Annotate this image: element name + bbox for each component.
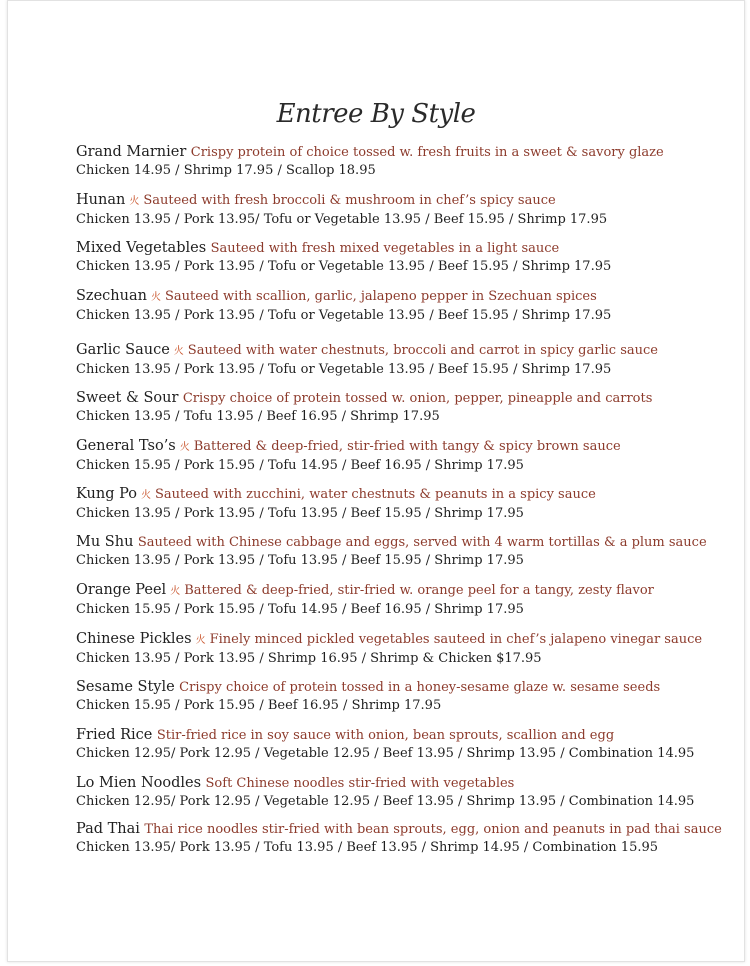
item-description: Thai rice noodles stir-fried with bean sprouts, egg, onion and peanuts in pad thai sauce (144, 822, 722, 837)
item-name: Grand Marnier (76, 144, 187, 160)
item-prices: Chicken 13.95 / Pork 13.95 / Tofu 13.95 / Beef 15.95 / Shrimp 17.95 (76, 553, 524, 568)
item-prices: Chicken 13.95 / Pork 13.95 / Tofu or Vegetable 13.95 / Beef 15.95 / Shrimp 17.95 (76, 259, 612, 274)
item-prices: Chicken 13.95 / Pork 13.95 / Tofu or Vegetable 13.95 / Beef 15.95 / Shrimp 17.95 (76, 308, 612, 323)
menu-page (7, 0, 745, 962)
menu-item (76, 630, 726, 668)
item-name: Sesame Style (76, 679, 175, 695)
item-name: Szechuan (76, 288, 147, 304)
item-description: Finely minced pickled vegetables sauteed in chef’s jalapeno vinegar sauce (209, 632, 703, 647)
menu-item (76, 191, 726, 229)
item-description: Battered & deep-fried, stir-fried with tangy & spicy brown sauce (193, 439, 621, 454)
item-name: Pad Thai (76, 821, 140, 837)
item-description: Battered & deep-fried, stir-fried w. orange peel for a tangy, zesty flavor (184, 583, 654, 598)
item-name: Hunan (76, 192, 126, 208)
menu-item (76, 485, 726, 523)
item-description: Crispy choice of protein tossed w. onion, pepper, pineapple and carrots (182, 391, 653, 406)
menu-item (76, 239, 726, 276)
item-description: Sauteed with scallion, garlic, jalapeno pepper in Szechuan spices (164, 289, 597, 304)
item-description: Sauteed with zucchini, water chestnuts & peanuts in a spicy sauce (154, 487, 596, 502)
menu-item-heading (76, 287, 726, 307)
menu-item (76, 341, 726, 379)
item-prices: Chicken 13.95 / Tofu 13.95 / Beef 16.95 / Shrimp 17.95 (76, 409, 440, 424)
item-name: Fried Rice (76, 727, 153, 743)
spicy-icon: 火 (150, 292, 161, 303)
item-description: Stir-fried rice in soy sauce with onion, bean sprouts, scallion and egg (156, 728, 615, 743)
menu-item-heading (76, 678, 726, 697)
menu-item-heading (76, 630, 726, 650)
menu-item (76, 143, 726, 180)
item-name: General Tso’s (76, 438, 176, 454)
item-prices: Chicken 15.95 / Pork 15.95 / Tofu 14.95 / Beef 16.95 / Shrimp 17.95 (76, 458, 524, 473)
menu-item-heading (76, 774, 726, 793)
spicy-icon: 火 (170, 586, 181, 597)
item-name: Lo Mien Noodles (76, 775, 202, 791)
page-title: Entree By Style (276, 99, 476, 129)
item-prices: Chicken 12.95/ Pork 12.95 / Vegetable 12.95 / Beef 13.95 / Shrimp 13.95 / Combination 14.95 (76, 746, 695, 761)
menu-item (76, 389, 726, 426)
menu-item-heading (76, 389, 726, 408)
item-description: Sauteed with water chestnuts, broccoli and carrot in spicy garlic sauce (187, 343, 658, 358)
menu-item-heading (76, 581, 726, 601)
item-description: Sauteed with fresh broccoli & mushroom in chef’s spicy sauce (143, 193, 556, 208)
item-name: Garlic Sauce (76, 342, 170, 358)
menu-item (76, 437, 726, 475)
item-description: Sauteed with fresh mixed vegetables in a light sauce (210, 241, 560, 256)
item-description: Crispy protein of choice tossed w. fresh fruits in a sweet & savory glaze (190, 145, 664, 160)
item-description: Soft Chinese noodles stir-fried with vegetables (205, 776, 515, 791)
menu-item-heading (76, 485, 726, 505)
item-prices: Chicken 13.95 / Pork 13.95/ Tofu or Vegetable 13.95 / Beef 15.95 / Shrimp 17.95 (76, 212, 608, 227)
spicy-icon: 火 (140, 490, 151, 501)
menu-item-heading (76, 437, 726, 457)
spicy-icon: 火 (173, 346, 184, 357)
item-prices: Chicken 13.95 / Pork 13.95 / Tofu or Vegetable 13.95 / Beef 15.95 / Shrimp 17.95 (76, 362, 612, 377)
menu-item (76, 581, 726, 619)
menu-item (76, 678, 726, 715)
item-name: Orange Peel (76, 582, 167, 598)
menu-item-heading (76, 143, 726, 162)
menu-item (76, 820, 726, 857)
menu-item-heading (76, 820, 726, 839)
spicy-icon: 火 (179, 442, 190, 453)
spicy-icon: 火 (195, 635, 206, 646)
item-prices: Chicken 13.95/ Pork 13.95 / Tofu 13.95 / Beef 13.95 / Shrimp 14.95 / Combination 15.95 (76, 840, 659, 855)
menu-item-heading (76, 533, 726, 552)
item-prices: Chicken 15.95 / Pork 15.95 / Tofu 14.95 / Beef 16.95 / Shrimp 17.95 (76, 602, 524, 617)
menu-item-heading (76, 341, 726, 361)
item-prices: Chicken 13.95 / Pork 13.95 / Tofu 13.95 / Beef 15.95 / Shrimp 17.95 (76, 506, 524, 521)
menu-item (76, 774, 726, 811)
item-name: Mu Shu (76, 534, 134, 550)
item-name: Chinese Pickles (76, 631, 192, 647)
item-name: Kung Po (76, 486, 137, 502)
item-prices: Chicken 14.95 / Shrimp 17.95 / Scallop 18.95 (76, 163, 376, 178)
menu-item (76, 533, 726, 570)
menu-item (76, 287, 726, 325)
item-description: Sauteed with Chinese cabbage and eggs, served with 4 warm tortillas & a plum sauce (137, 535, 707, 550)
menu-item-heading (76, 239, 726, 258)
menu-item (76, 726, 726, 763)
menu-item-heading (76, 726, 726, 745)
item-description: Crispy choice of protein tossed in a honey-sesame glaze w. sesame seeds (179, 680, 661, 695)
menu-item-heading (76, 191, 726, 211)
item-prices: Chicken 12.95/ Pork 12.95 / Vegetable 12.95 / Beef 13.95 / Shrimp 13.95 / Combination 14.95 (76, 794, 695, 809)
item-name: Mixed Vegetables (76, 240, 207, 256)
spicy-icon: 火 (129, 196, 140, 207)
item-prices: Chicken 15.95 / Pork 15.95 / Beef 16.95 / Shrimp 17.95 (76, 698, 442, 713)
item-prices: Chicken 13.95 / Pork 13.95 / Shrimp 16.95 / Shrimp & Chicken $17.95 (76, 651, 542, 666)
item-name: Sweet & Sour (76, 390, 179, 406)
